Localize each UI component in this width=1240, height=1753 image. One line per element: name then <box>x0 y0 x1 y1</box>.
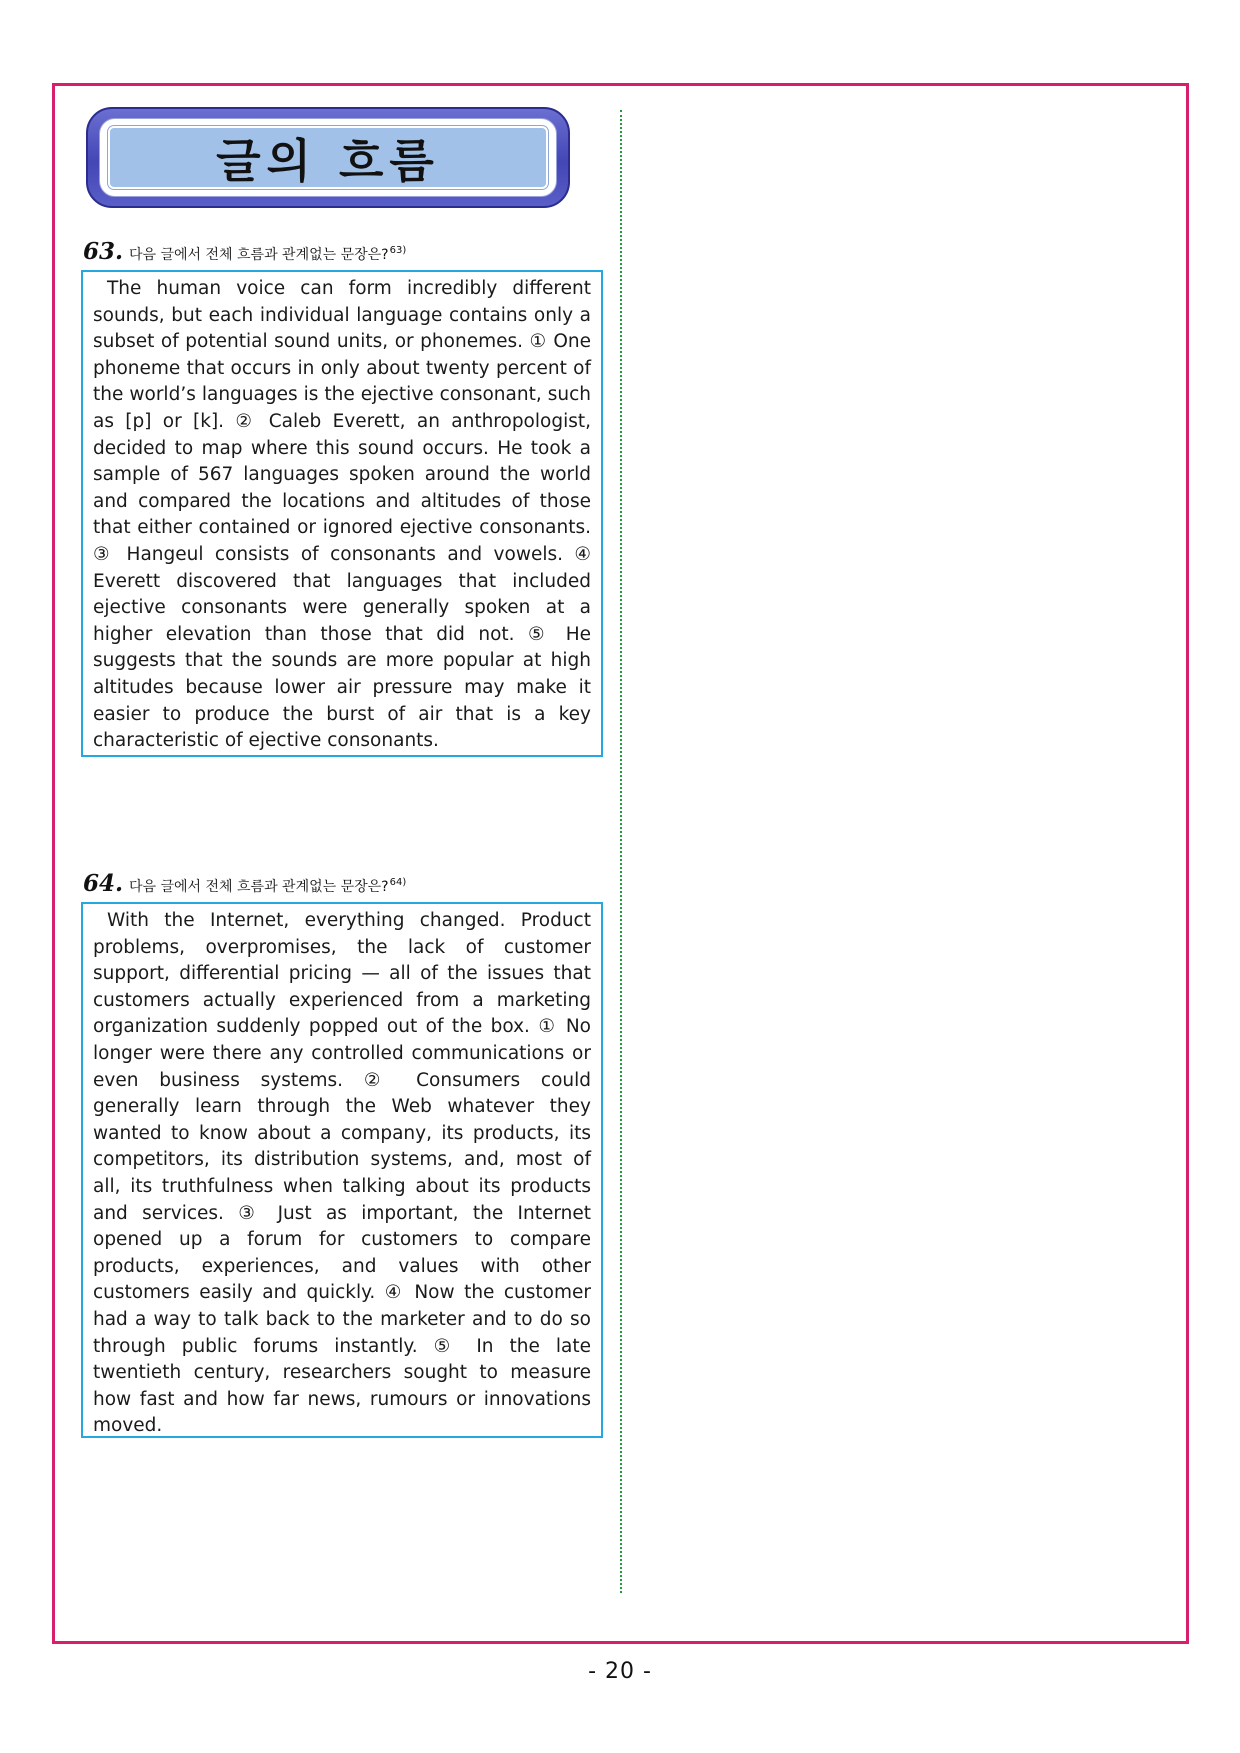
section-title: 글의 흐름 <box>216 133 440 188</box>
question-prompt <box>129 244 406 264</box>
question-prompt <box>129 876 406 896</box>
question-reference: 63) <box>389 245 407 257</box>
question-63-passage: The human voice can form incredibly different sounds, but each individual language contains only a subset of potential sound units, or phonemes. ① One phoneme that occurs in only about twenty percent of the world’s languages is the ejective consonant, such as [p] or [k]. ② Caleb Everett, an anthropologist, decided to map where this sound occurs. He took a sample of 567 languages spoken around the world and compared the locations and altitudes of those that either contained or ignored ejective consonants. ③ Hangeul consists of consonants and vowels. ④ Everett discovered that languages that included ejective consonants were generally spoken at a higher elevation than those that did not. ⑤ He suggests that the sounds are more popular at high altitudes because lower air pressure may make it easier to produce the burst of air that is a key characteristic of ejective consonants. <box>93 278 591 752</box>
question-number: 63. <box>83 238 124 265</box>
question-63-header <box>83 238 406 268</box>
question-prompt-text: 다음 글에서 전체 흐름과 관계없는 문장은? <box>129 879 389 895</box>
column-divider <box>620 110 622 1593</box>
question-64-passage-box <box>81 902 603 1438</box>
section-banner <box>86 107 570 208</box>
question-64-header <box>83 870 406 900</box>
banner-inner <box>108 126 548 189</box>
question-63-passage-box <box>81 270 603 757</box>
question-prompt-text: 다음 글에서 전체 흐름과 관계없는 문장은? <box>129 247 389 263</box>
page-number: - 20 - <box>588 1659 652 1684</box>
question-64-passage: With the Internet, everything changed. Product problems, overpromises, the lack of customer support, differential pricing — all of the issues that customers actually experienced from a marketing organization suddenly popped out of the box. ① No longer were there any controlled communications or even business systems. ② Consumers could generally learn through the Web whatever they wanted to know about a company, its products, its competitors, its distribution systems, and, most of all, its truthfulness when talking about its products and services. ③ Just as important, the Internet opened up a forum for customers to compare products, experiences, and values with other customers easily and quickly. ④ Now the customer had a way to talk back to the marketer and to do so through public forums instantly. ⑤ In the late twentieth century, researchers sought to measure how fast and how far news, rumours or innovations moved. <box>93 910 591 1437</box>
question-number: 64. <box>83 870 124 897</box>
question-reference: 64) <box>389 877 407 889</box>
